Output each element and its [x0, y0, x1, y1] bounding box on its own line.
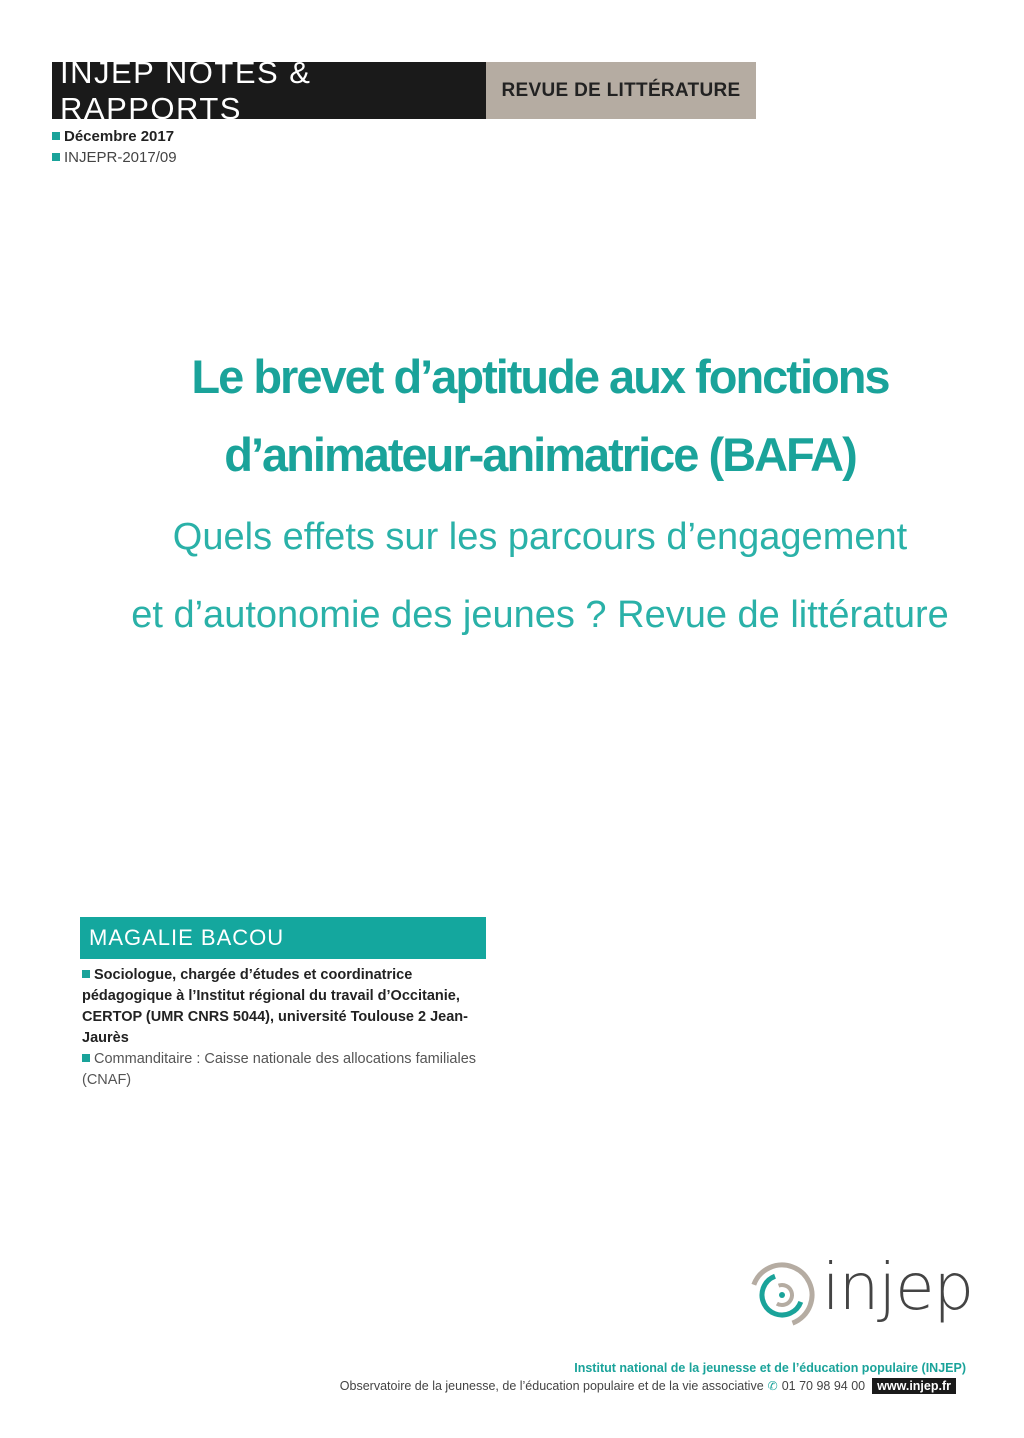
sponsor-line: [82, 1049, 502, 1091]
sponsor: Commanditaire : Caisse nationale des allocations familiales (CNAF): [82, 1051, 477, 1088]
injep-wordmark: injep: [822, 1251, 974, 1325]
footer-observatory: Observatoire de la jeunesse, de l’éducation populaire et de la vie associative: [339, 1379, 764, 1393]
reference-line: [52, 147, 177, 168]
author-info: [82, 965, 502, 1091]
subtitle-line-1: Quels effets sur les parcours d’engagement: [172, 516, 908, 558]
footer-contact: [340, 1378, 956, 1394]
report-reference: INJEPR-2017/09: [64, 149, 177, 166]
date-line: [52, 126, 177, 147]
publication-date: Décembre 2017: [64, 128, 175, 145]
subtitle-line-2: et d’autonomie des jeunes ? Revue de littérature: [131, 594, 949, 636]
footer-institute: Institut national de la jeunesse et de l’éducation populaire (INJEP): [574, 1361, 966, 1375]
bullet-square-icon: [82, 970, 90, 978]
title-line-1: Le brevet d’aptitude aux fonctions: [191, 350, 889, 403]
header-bar: [52, 54, 756, 126]
document-title: [0, 338, 1024, 494]
author-name: MAGALIE BACOU: [89, 925, 285, 950]
title-line-2: d’animateur-animatrice (BAFA): [224, 428, 856, 481]
document-type-label: REVUE DE LITTÉRATURE: [486, 62, 756, 119]
phone-icon: ✆: [767, 1379, 778, 1393]
bullet-square-icon: [52, 153, 60, 161]
author-name-bar: [80, 917, 486, 959]
website-link[interactable]: www.injep.fr: [872, 1378, 956, 1394]
footer-phone: 01 70 98 94 00: [781, 1379, 866, 1393]
author-affiliation: Sociologue, chargée d’études et coordinatrice pédagogique à l’Institut régional du travail d’Occitanie, CERTOP (UMR CNRS 5044), université Toulouse 2 Jean-Jaurès: [82, 967, 468, 1046]
document-subtitle: [0, 498, 1024, 654]
injep-spiral-icon: [748, 1255, 818, 1335]
bullet-square-icon: [82, 1054, 90, 1062]
series-label: INJEP NOTES & RAPPORTS: [52, 62, 486, 119]
document-meta: [52, 126, 177, 168]
author-affiliation-line: [82, 965, 502, 1049]
injep-logo: [748, 1251, 974, 1341]
bullet-square-icon: [52, 132, 60, 140]
